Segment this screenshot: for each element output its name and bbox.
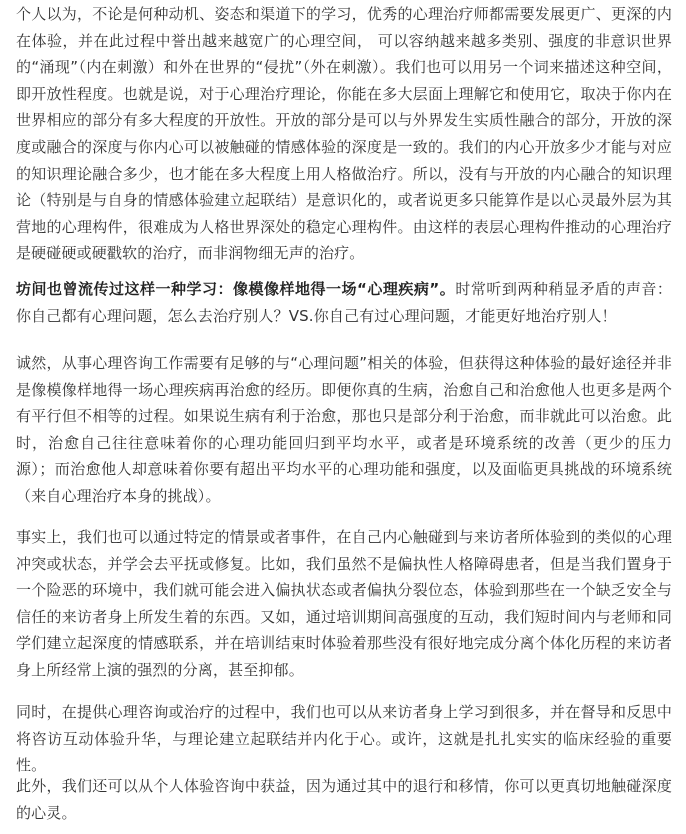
paragraph-2-text: 时常听到两种稍显矛盾的声音：你自己都有心理问题，怎么去治疗别人？VS.你自己有过心理问题，才能更好地治疗别人！	[16, 280, 672, 325]
paragraph-2-bold-lead: 坊间也曾流传过这样一种学习：像模像样地得一场“心理疾病”。	[16, 280, 456, 298]
paragraph-2	[16, 276, 672, 329]
paragraph-6: 此外，我们还可以从个人体验咨询中获益，因为通过其中的退行和移情，你可以更真切地触碰深度的心灵。	[16, 777, 672, 822]
paragraph-4: 事实上，我们也可以通过特定的情景或者事件，在自己内心触碰到与来访者所体验到的类似的心理冲突或状态，并学会去平抚或修复。比如，我们虽然不是偏执性人格障碍患者，但是当我们置身于一个险恶的环境中，我们就可能会进入偏执状态或者偏执分裂位态，体验到那些在一个缺乏安全与信任的来访者身上所发生着的东西。又如，通过培训期间高强度的互动，我们短时间内与老师和同学们建立起深度的情感联系，并在培训结束时体验着那些没有很好地完成分离个体化历程的来访者身上所经常上演的强烈的分离，甚至抑郁。	[16, 528, 672, 679]
paragraph-5: 同时，在提供心理咨询或治疗的过程中，我们也可以从来访者身上学习到很多，并在督导和反思中将咨访互动体验升华，与理论建立起联结并内化于心。或许，这就是扎扎实实的临床经验的重要性。	[16, 703, 672, 775]
paragraph-3: 诚然，从事心理咨询工作需要有足够的与“心理问题”相关的体验，但获得这种体验的最好途径并非是像模像样地得一场心理疾病再治愈的经历。即便你真的生病，治愈自己和治愈他人也更多是两个有平行但不相等的过程。如果说生病有利于治愈，那也只是部分利于治愈，而非就此可以治愈。此时，治愈自己往往意味着你的心理功能回归到平均水平，或者是环境系统的改善（更少的压力源）；而治愈他人却意味着你要有超出平均水平的心理功能和强度，以及面临更具挑战的环境系统（来自心理治疗本身的挑战）。	[16, 354, 672, 505]
paragraph-1: 个人以为，不论是何种动机、姿态和渠道下的学习，优秀的心理治疗师都需要发展更广、更深的内在体验，并在此过程中誉出越来越宽广的心理空间， 可以容纳越来越多类别、强度的非意识世界的“涌现”（内在刺激）和外在世界的“侵扰”（外在刺激）。我们也可以用另一个词来描述这种空间，即开放性程度。也就是说，对于心理治疗理论，你能在多大层面上理解它和使用它，取决于你内在世界相应的部分有多大程度的开放性。开放的部分是可以与外界发生实质性融合的部分，开放的深度或融合的深度与你内心可以被触碰的情感体验的深度是一致的。我们的内心开放多少才能与对应的知识理论融合多少，也才能在多大程度上用人格做治疗。所以，没有与开放的内心融合的知识理论（特别是与自身的情感体验建立起联结）是意识化的，或者说更多只能算作是以心灵最外层为其营地的心理构件，很难成为人格世界深处的稳定心理构件。由这样的表层心理构件推动的心理治疗是硬碰硬或硬戳软的治疗，而非润物细无声的治疗。	[16, 5, 672, 263]
